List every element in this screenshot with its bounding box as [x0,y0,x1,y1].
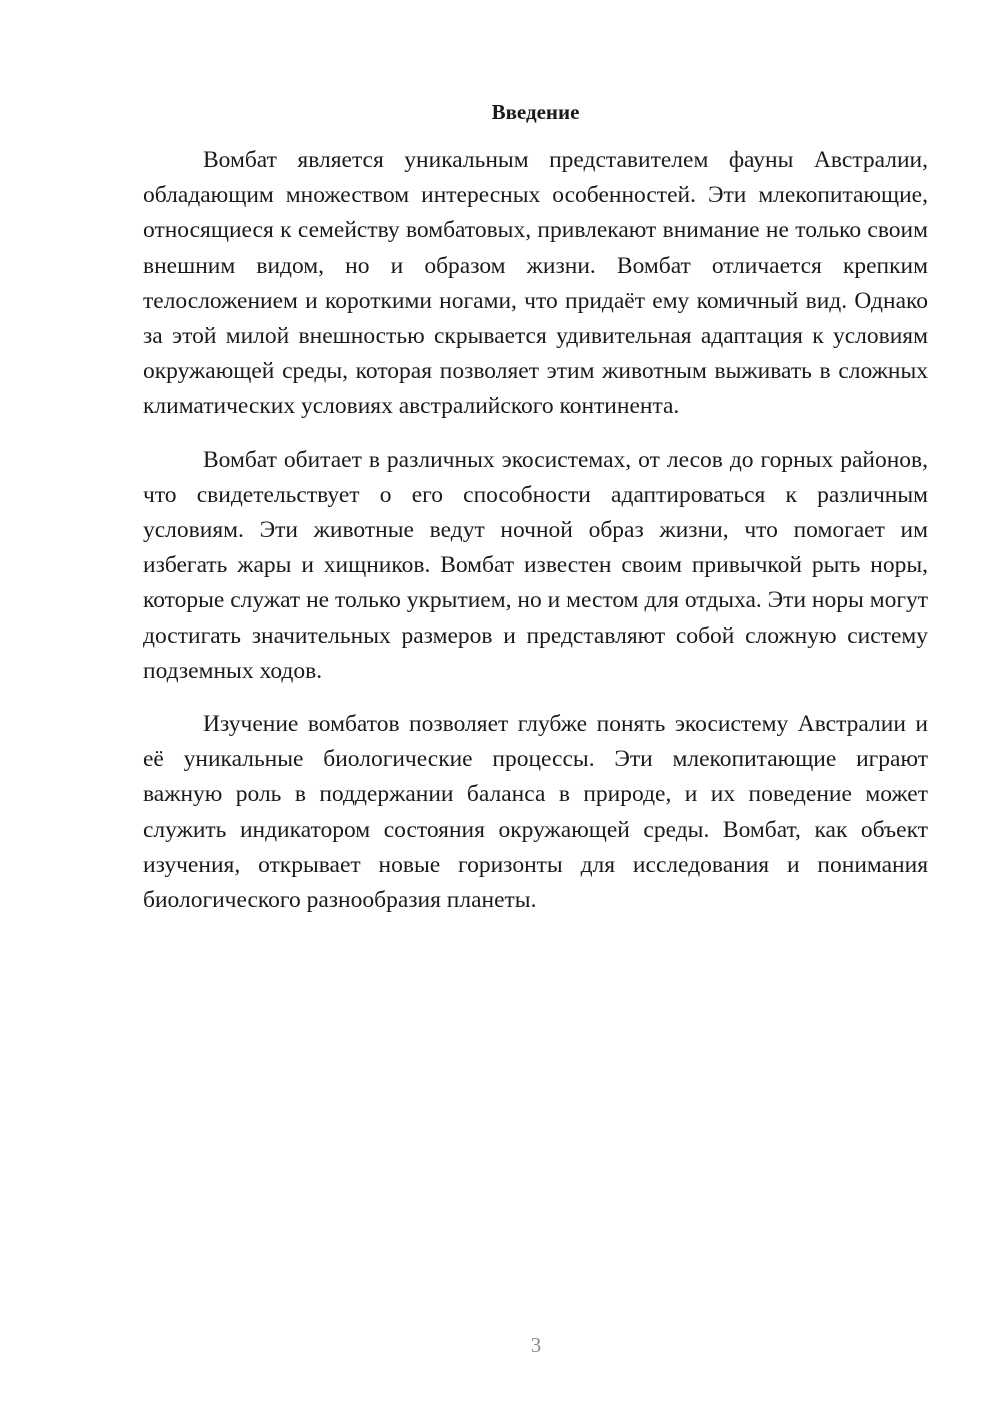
body-text [143,143,928,936]
page-number: 3 [530,1333,542,1357]
paragraph-3: Изучение вомбатов позволяет глубже понять экосистему Австралии и её уникальные биологические процессы. Эти млекопитающие играют важную роль в поддержании баланса в природе, и их поведение может служить индикатором состояния окружающей среды. Вомбат, как объект изучения, открывает новые горизонты для исследования и понимания биологического разнообразия планеты. [143,711,928,914]
paragraph-2: Вомбат обитает в различных экосистемах, от лесов до горных районов, что свидетельствует о его способности адаптироваться к различным условиям. Эти животные ведут ночной образ жизни, что помогает им избегать жары и хищников. Вомбат известен своим привычкой рыть норы, которые служат не только укрытием, но и местом для отдыха. Эти норы могут достигать значительных размеров и представляют собой сложную систему подземных ходов. [143,446,928,684]
paragraph-1: Вомбат является уникальным представителем фауны Австралии, обладающим множеством интересных особенностей. Эти млекопитающие, относящиеся к семейству вомбатовых, привлекают внимание не только своим внешним видом, но и образом жизни. Вомбат отличается крепким телосложением и короткими ногами, что придаёт ему комичный вид. Однако за этой милой внешностью скрывается удивительная адаптация к условиям окружающей среды, которая позволяет этим животным выживать в сложных климатических условиях австралийского континента. [143,147,928,420]
section-heading: Введение [491,100,580,124]
